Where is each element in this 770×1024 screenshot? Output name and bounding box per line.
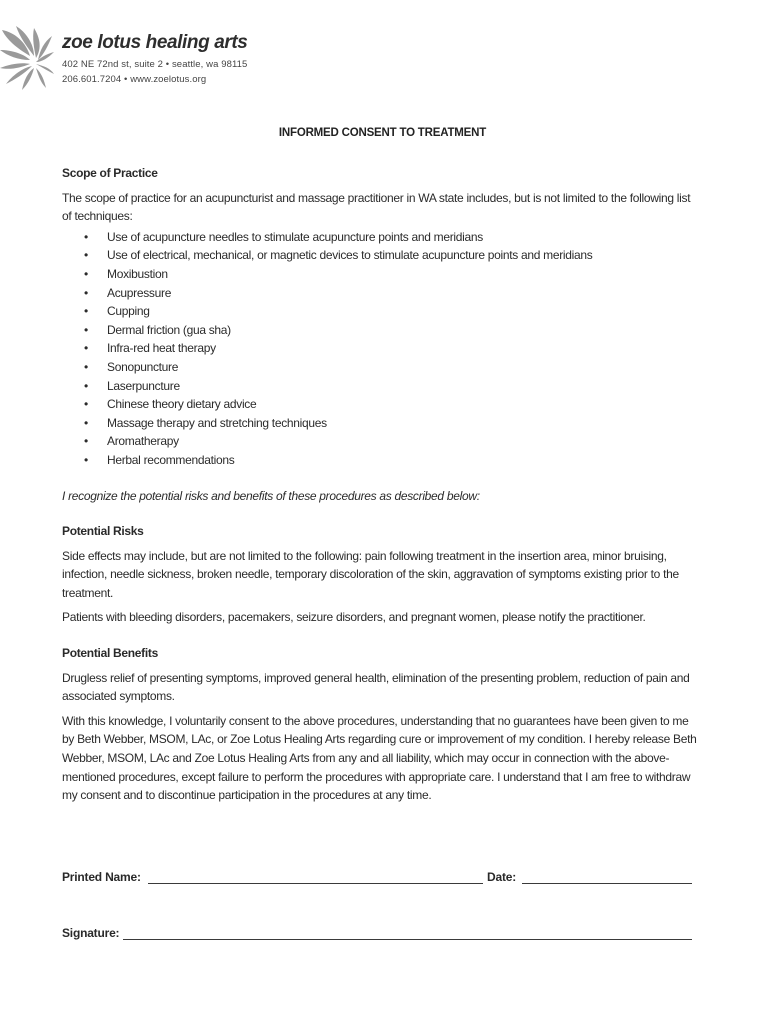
list-item: • Laserpuncture: [84, 377, 702, 396]
list-item: • Infra-red heat therapy: [84, 339, 702, 358]
list-item: • Use of electrical, mechanical, or magnetic devices to stimulate acupuncture points and meridians: [84, 246, 702, 265]
list-item: • Sonopuncture: [84, 358, 702, 377]
lotus-flower-icon: [0, 26, 56, 90]
risks-heading: Potential Risks: [62, 524, 144, 539]
printed-name-line[interactable]: [148, 883, 483, 884]
techniques-list: [62, 228, 702, 470]
consent-paragraph: With this knowledge, I voluntarily consent to the above procedures, understanding that no guarantees have been given to me by Beth Webber, MSOM, LAc, or Zoe Lotus Healing Arts regarding cure or improvement of my condition. I hereby release Beth Webber, MSOM, LAc and Zoe Lotus Healing Arts from any and all liability, which may occur in connection with the above-mentioned procedures, except failure to perform the procedures with appropriate care. I understand that I am free to withdraw my consent and to discontinue participation in the procedures at any time.: [62, 713, 697, 803]
brand-name: zoe lotus healing arts: [62, 32, 248, 53]
document-title: INFORMED CONSENT TO TREATMENT: [278, 127, 487, 139]
date-label: Date:: [487, 870, 517, 884]
benefits-paragraph: Drugless relief of presenting symptoms, improved general health, elimination of the presenting problem, reduction of pain and associated symptoms.: [62, 670, 690, 704]
list-item: • Moxibustion: [84, 265, 702, 284]
benefits-heading: Potential Benefits: [62, 646, 158, 661]
scope-intro: The scope of practice for an acupuncturist and massage practitioner in WA state includes, but is not limited to the following list of techniques:: [62, 190, 691, 224]
list-item: • Aromatherapy: [84, 432, 702, 451]
printed-name-label: Printed Name:: [62, 870, 141, 884]
contact-line: 206.601.7204 • www.zoelotus.org: [62, 74, 207, 85]
list-item: • Use of acupuncture needles to stimulate acupuncture points and meridians: [84, 228, 702, 247]
recognize-statement: I recognize the potential risks and benefits of these procedures as described below:: [62, 488, 480, 503]
list-item: • Dermal friction (gua sha): [84, 321, 702, 340]
list-item: • Herbal recommendations: [84, 451, 702, 470]
risks-notice: Patients with bleeding disorders, pacemakers, seizure disorders, and pregnant women, please notify the practitioner.: [62, 610, 646, 625]
signature-label: Signature:: [62, 926, 120, 940]
risks-paragraph: Side effects may include, but are not limited to the following: pain following treatment in the insertion area, minor bruising, infection, needle sickness, broken needle, temporary discoloration of the skin, aggravation of symptoms existing prior to the treatment.: [62, 548, 679, 600]
consent-body: [62, 164, 702, 805]
list-item: • Acupressure: [84, 284, 702, 303]
address-line: 402 NE 72nd st, suite 2 • seattle, wa 98115: [62, 59, 248, 70]
list-item: • Chinese theory dietary advice: [84, 395, 702, 414]
list-item: • Massage therapy and stretching techniques: [84, 414, 702, 433]
list-item: • Cupping: [84, 302, 702, 321]
signature-line[interactable]: [123, 939, 692, 940]
date-line[interactable]: [522, 883, 692, 884]
scope-heading: Scope of Practice: [62, 166, 158, 180]
